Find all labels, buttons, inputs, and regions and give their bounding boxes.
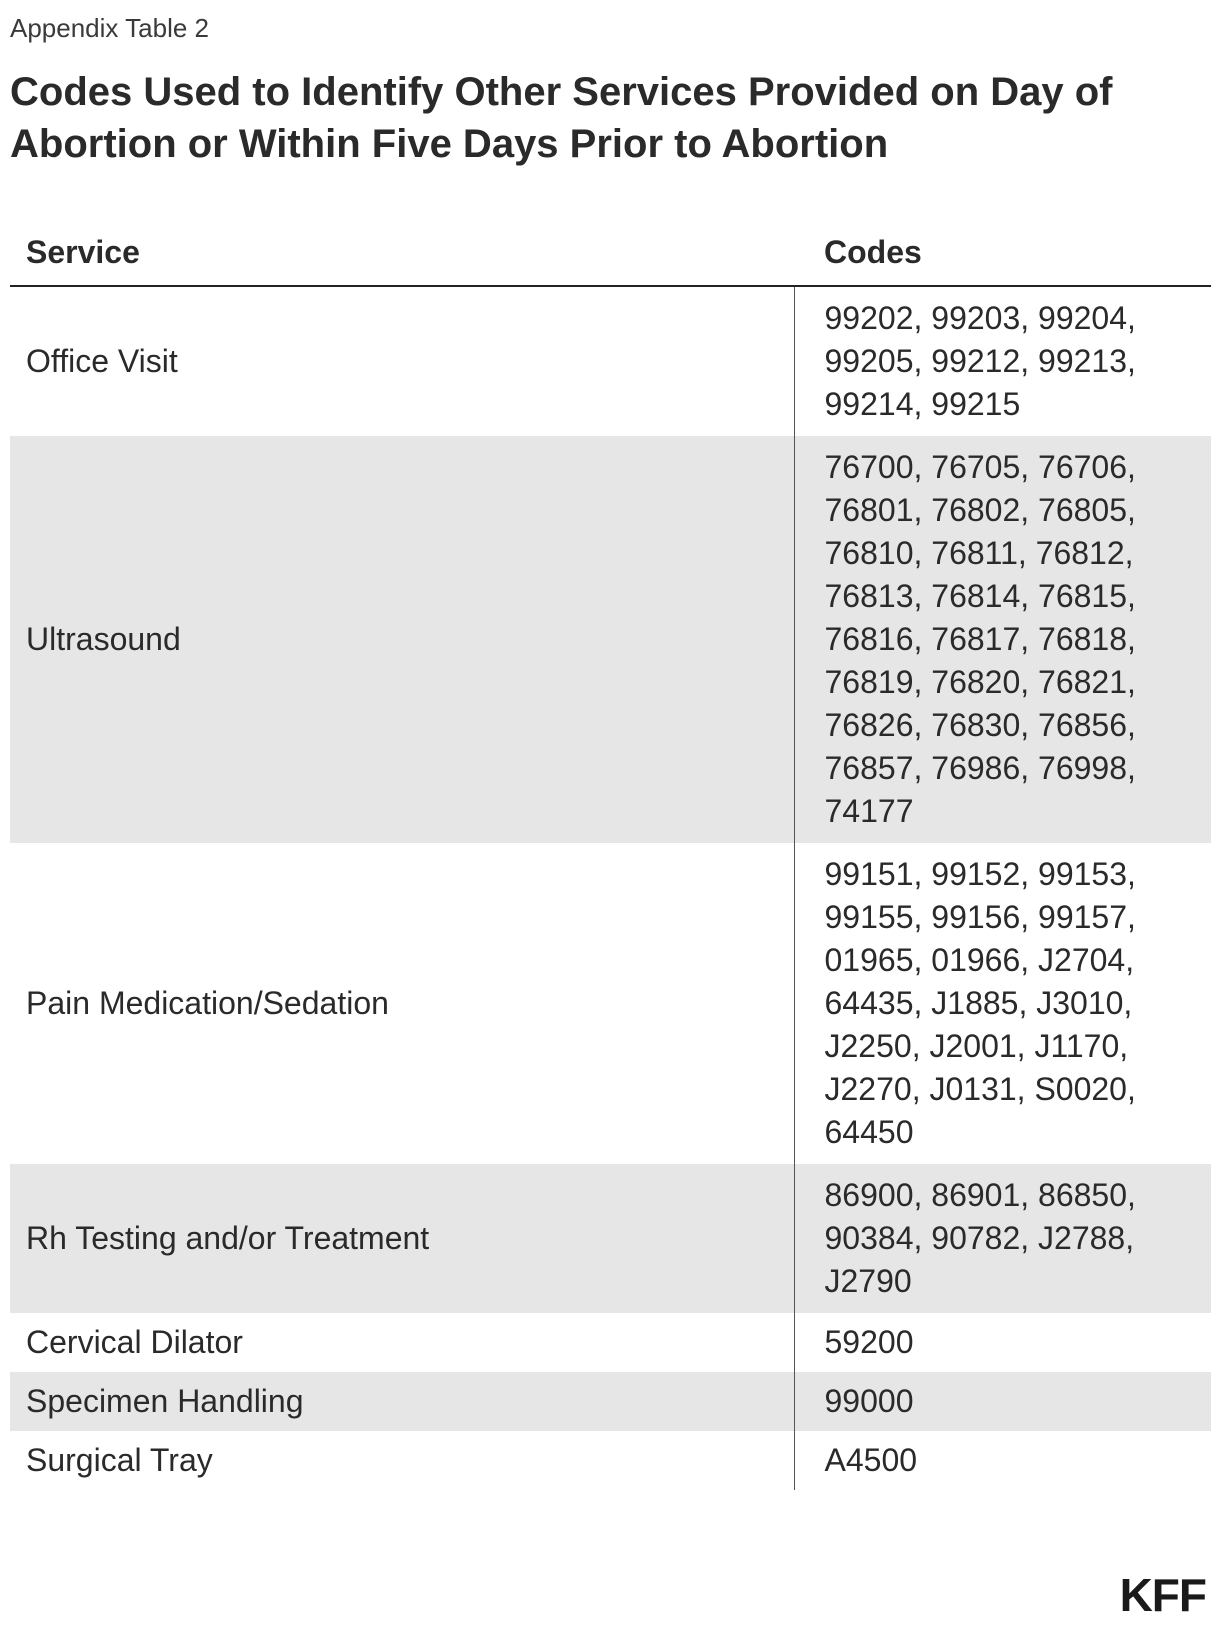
- column-header-codes: Codes: [794, 220, 1211, 286]
- column-header-service: Service: [10, 220, 794, 286]
- codes-cell: A4500: [794, 1431, 1211, 1490]
- table-row: [10, 1372, 1211, 1431]
- table-row: [10, 436, 1211, 843]
- page-title: Codes Used to Identify Other Services Provided on Day of Abortion or Within Five Days Prior to Abortion: [10, 70, 1113, 166]
- table-row: [10, 1164, 1211, 1313]
- service-cell: Ultrasound: [10, 436, 794, 843]
- codes-cell: 99000: [794, 1372, 1211, 1431]
- table-row: [10, 286, 1211, 436]
- codes-cell: 99151, 99152, 99153, 99155, 99156, 99157, 01965, 01966, J2704, 64435, J1885, J3010, J2250, J2001, J1170, J2270, J0131, S0020, 64450: [794, 843, 1211, 1164]
- codes-cell: 76700, 76705, 76706, 76801, 76802, 76805, 76810, 76811, 76812, 76813, 76814, 76815, 76816, 76817, 76818, 76819, 76820, 76821, 76826, 76830, 76856, 76857, 76986, 76998, 74177: [794, 436, 1211, 843]
- codes-cell: 99202, 99203, 99204, 99205, 99212, 99213, 99214, 99215: [794, 286, 1211, 436]
- service-cell: Rh Testing and/or Treatment: [10, 1164, 794, 1313]
- service-cell: Office Visit: [26, 343, 178, 379]
- table-header-row: [10, 220, 1211, 286]
- service-cell: Cervical Dilator: [26, 1324, 243, 1360]
- table-row: [10, 843, 1211, 1164]
- table-row: [10, 1313, 1211, 1372]
- service-cell: Surgical Tray: [26, 1442, 213, 1478]
- service-cell: Specimen Handling: [10, 1372, 794, 1431]
- table-row: [10, 1431, 1211, 1490]
- codes-table: [10, 220, 1211, 1490]
- service-cell: Pain Medication/Sedation: [26, 985, 389, 1021]
- kff-logo: KFF: [1119, 1569, 1206, 1621]
- table-kicker: Appendix Table 2: [10, 13, 210, 43]
- codes-cell: 86900, 86901, 86850, 90384, 90782, J2788, J2790: [794, 1164, 1211, 1313]
- codes-cell: 59200: [794, 1313, 1211, 1372]
